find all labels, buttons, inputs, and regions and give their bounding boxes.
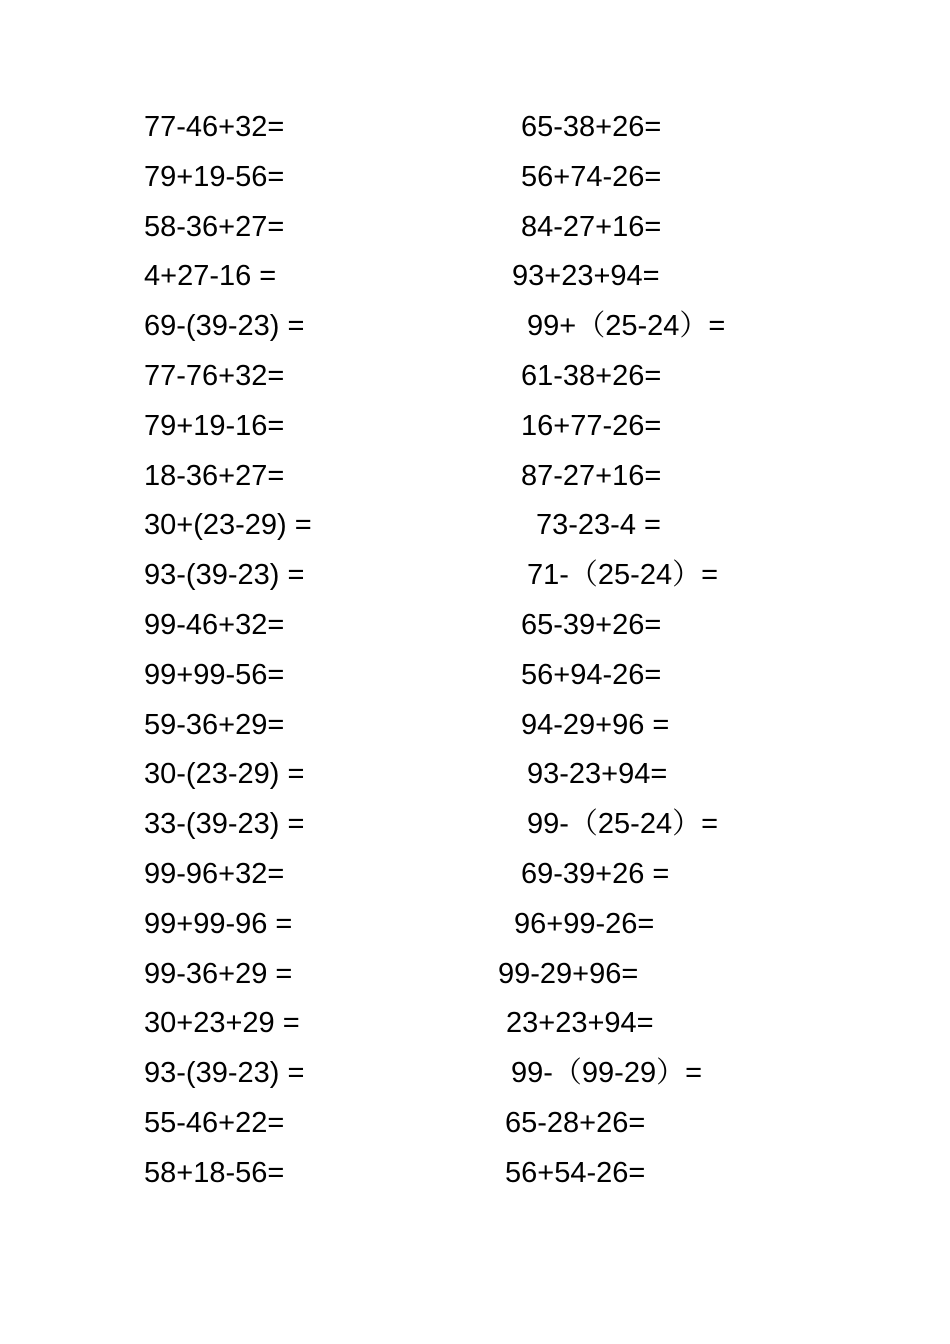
left-problem: 4+27-16 =	[144, 260, 277, 293]
right-problem: 23+23+94=	[506, 1007, 654, 1040]
right-problem: 65-39+26=	[521, 608, 662, 641]
left-problem: 69-(39-23) =	[144, 310, 305, 343]
right-problem: 71-（25-24）=	[527, 559, 719, 592]
left-problem: 18-36+27=	[144, 459, 285, 492]
right-problem: 65-28+26=	[505, 1106, 646, 1139]
right-problem: 99+（25-24）=	[527, 310, 726, 343]
right-problem: 69-39+26 =	[521, 857, 670, 890]
problem-row	[0, 501, 950, 551]
problem-row	[0, 302, 950, 352]
left-problem: 93-(39-23) =	[144, 1057, 305, 1090]
left-problem: 77-76+32=	[144, 359, 285, 392]
problem-row	[0, 999, 950, 1049]
problem-row	[0, 800, 950, 850]
right-problem: 56+74-26=	[521, 160, 662, 193]
problem-row	[0, 252, 950, 302]
left-problem: 58-36+27=	[144, 210, 285, 243]
left-problem: 79+19-16=	[144, 409, 285, 442]
problem-row	[0, 750, 950, 800]
right-problem: 73-23-4 =	[536, 509, 661, 542]
problem-row	[0, 701, 950, 751]
left-problem: 93-(39-23) =	[144, 559, 305, 592]
problem-row	[0, 900, 950, 950]
problem-row	[0, 153, 950, 203]
problem-row	[0, 551, 950, 601]
problem-row	[0, 950, 950, 1000]
left-problem: 55-46+22=	[144, 1106, 285, 1139]
right-problem: 16+77-26=	[521, 409, 662, 442]
right-problem: 93-23+94=	[527, 758, 668, 791]
right-problem: 96+99-26=	[514, 907, 655, 940]
problem-row	[0, 1049, 950, 1099]
right-problem: 84-27+16=	[521, 210, 662, 243]
left-problem: 30-(23-29) =	[144, 758, 305, 791]
left-problem: 99-46+32=	[144, 608, 285, 641]
right-problem: 99-29+96=	[498, 957, 639, 990]
left-problem: 77-46+32=	[144, 111, 285, 143]
problem-list	[0, 103, 950, 1199]
left-problem: 99+99-96 =	[144, 907, 293, 940]
problem-row	[0, 850, 950, 900]
left-problem: 99-96+32=	[144, 857, 285, 890]
right-problem: 87-27+16=	[521, 459, 662, 492]
problem-row	[0, 1149, 950, 1199]
left-problem: 79+19-56=	[144, 160, 285, 193]
right-problem: 94-29+96 =	[521, 708, 670, 741]
right-problem: 61-38+26=	[521, 359, 662, 392]
problem-row	[0, 452, 950, 502]
left-problem: 59-36+29=	[144, 708, 285, 741]
problem-row	[0, 1099, 950, 1149]
left-problem: 33-(39-23) =	[144, 808, 305, 841]
right-problem: 56+94-26=	[521, 658, 662, 691]
problem-row	[0, 651, 950, 701]
left-problem: 99+99-56=	[144, 658, 285, 691]
problem-row	[0, 601, 950, 651]
left-problem: 30+23+29 =	[144, 1007, 300, 1040]
problem-row	[0, 103, 950, 153]
right-problem: 99-（25-24）=	[527, 808, 719, 841]
left-problem: 58+18-56=	[144, 1156, 285, 1189]
right-problem: 93+23+94=	[512, 260, 660, 293]
problem-row	[0, 352, 950, 402]
left-problem: 99-36+29 =	[144, 957, 293, 990]
right-problem: 56+54-26=	[505, 1156, 646, 1189]
left-problem: 30+(23-29) =	[144, 509, 312, 542]
problem-row	[0, 402, 950, 452]
problem-row	[0, 203, 950, 253]
right-problem: 99-（99-29）=	[511, 1057, 703, 1090]
right-problem: 65-38+26=	[521, 111, 662, 143]
